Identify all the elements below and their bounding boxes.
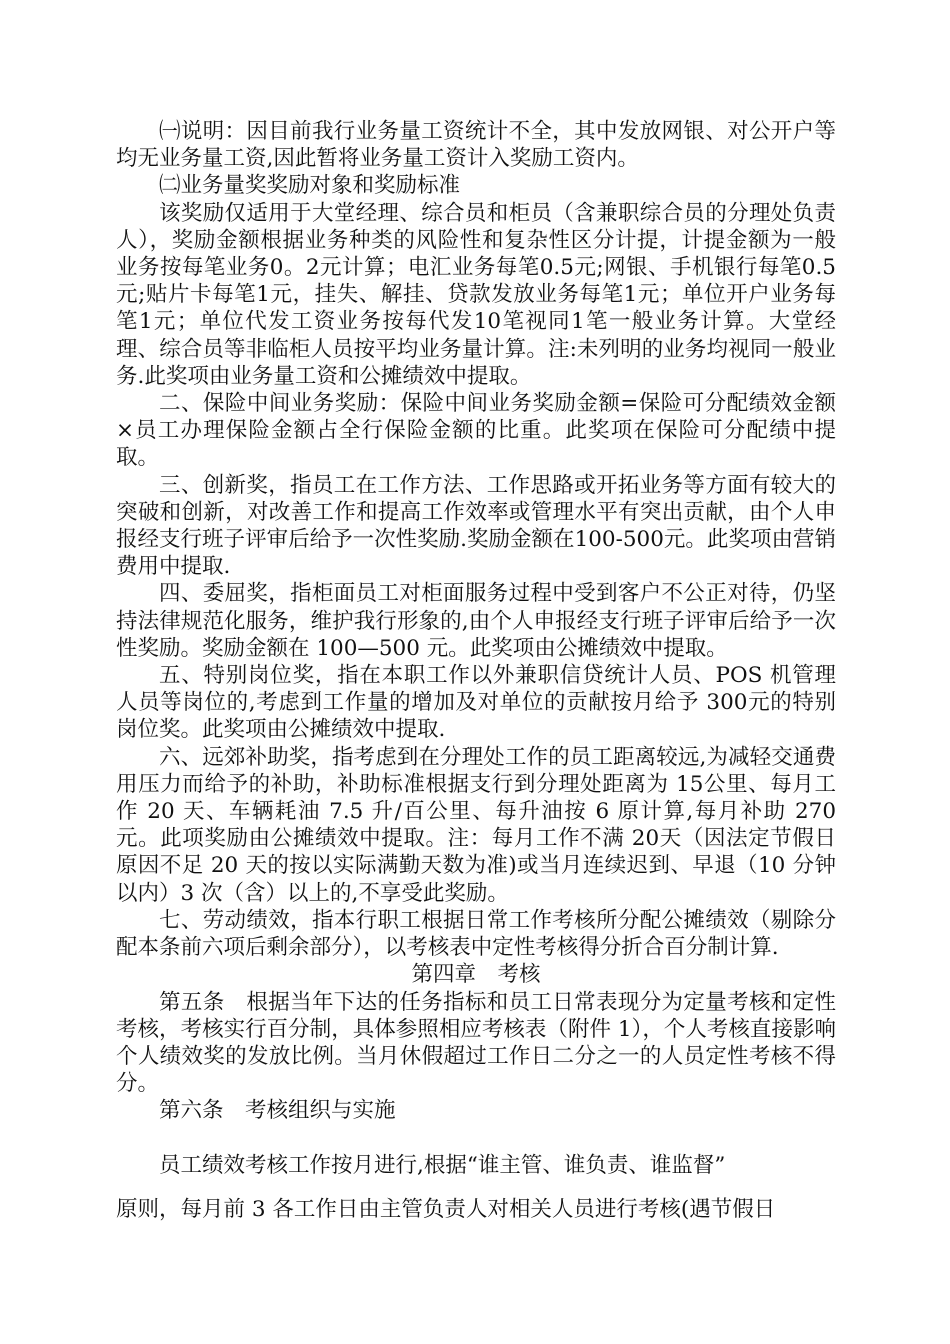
body-paragraph: 五、特别岗位奖，指在本职工作以外兼职信贷统计人员、POS 机管理人员等岗位的,考虑到工作量的增加及对单位的贡献按月给予 300元的特别岗位奖。此奖项由公摊绩效中提取.: [116, 663, 836, 743]
body-paragraph: 四、委屈奖，指柜面员工对柜面服务过程中受到客户不公正对待，仍坚持法律规范化服务，维护我行形象的,由个人申报经支行班子评审后给予一次性奖励。奖励金额在 100—500 元。此奖项由公摊绩效中提取。: [116, 581, 836, 661]
article-heading: 第六条 考核组织与实施: [159, 1098, 396, 1123]
body-paragraph: 六、远郊补助奖，指考虑到在分理处工作的员工距离较远,为减轻交通费用压力而给予的补助，补助标准根据支行到分理处距离为 15公里、每月工作 20 天、车辆耗油 7.5 升/百公里、每升油按 6 原计算,每月补助 270 元。此项奖励由公摊绩效中提取。注：每月工作不满 20天（因法定节假日原因不足 20 天的按以实际满勤天数为准)或当月连续迟到、早退（10 分钟以内）3 次（含）以上的,不享受此奖励。: [116, 744, 836, 906]
body-paragraph: 七、劳动绩效，指本行职工根据日常工作考核所分配公摊绩效（剔除分配本条前六项后剩余部分），以考核表中定性考核得分折合百分制计算.: [116, 907, 836, 961]
body-paragraph: 该奖励仅适用于大堂经理、综合员和柜员（含兼职综合员的分理处负责人），奖励金额根据业务种类的风险性和复杂性区分计提，计提金额为一般业务按每笔业务0。2元计算；电汇业务每笔0.5元;网银、手机银行每笔0.5元;贴片卡每笔1元，挂失、解挂、贷款发放业务每笔1元；单位开户业务每笔1元；单位代发工资业务按每代发10笔视同1笔一般业务计算。大堂经理、综合员等非临柜人员按平均业务量计算。注:未列明的业务均视同一般业务.此奖项由业务量工资和公摊绩效中提取。: [116, 200, 836, 389]
document-body: [116, 118, 836, 1097]
note-paragraph: ㈠说明：因目前我行业务量工资统计不全，其中发放网银、对公开户等均无业务量工资,因此暂将业务量工资计入奖励工资内。: [116, 119, 836, 172]
body-paragraph: 二、保险中间业务奖励：保险中间业务奖励金额=保险可分配绩效金额×员工办理保险金额占全行保险金额的比重。此奖项在保险可分配绩中提取。: [116, 391, 836, 471]
chapter-title: 第四章 考核: [411, 962, 541, 988]
procedure-line: 员工绩效考核工作按月进行,根据“谁主管、谁负责、谁监督”: [159, 1153, 726, 1178]
section-heading: ㈡业务量奖奖励对象和奖励标准: [159, 173, 461, 199]
article-paragraph: 第五条 根据当年下达的任务指标和员工日常表现分为定量考核和定性考核，考核实行百分制，具体参照相应考核表（附件 1），个人考核直接影响个人绩效奖的发放比例。当月休假超过工作日二分之一的人员定性考核不得分。: [116, 989, 836, 1097]
procedure-line: 原则，每月前 3 各工作日由主管负责人对相关人员进行考核(遇节假日: [116, 1197, 776, 1222]
body-paragraph: 三、创新奖，指员工在工作方法、工作思路或开拓业务等方面有较大的突破和创新，对改善工作和提高工作效率或管理水平有突出贡献，由个人申报经支行班子评审后给予一次性奖励.奖励金额在100-500元。此奖项由营销费用中提取.: [116, 472, 836, 580]
